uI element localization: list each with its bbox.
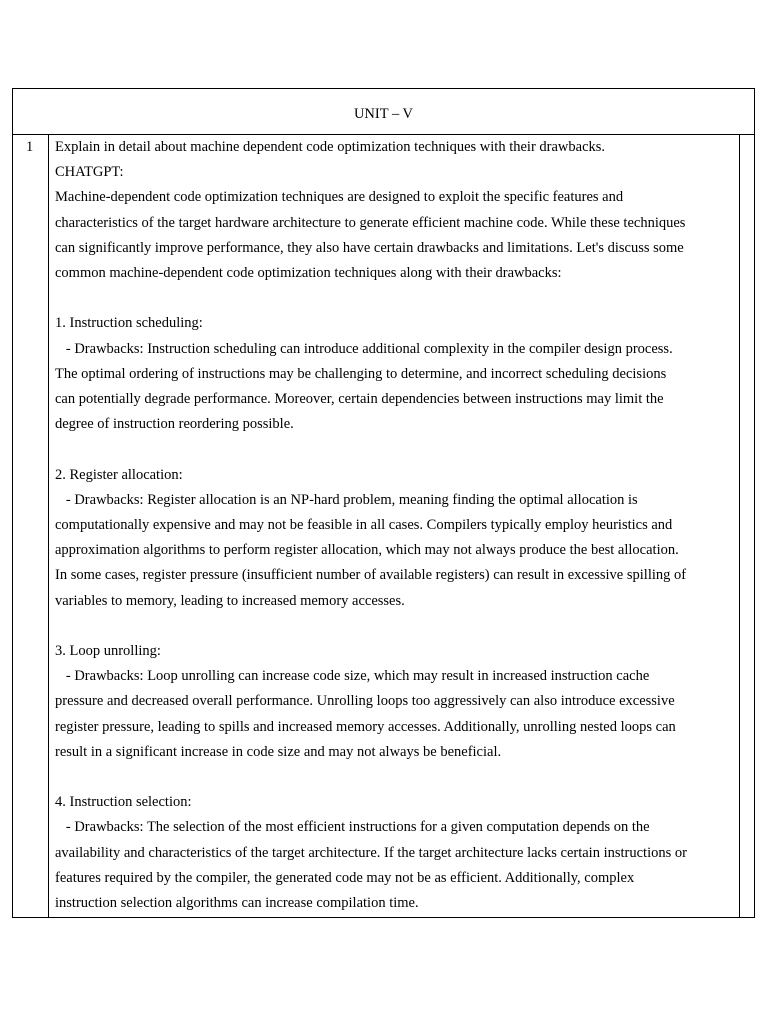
section-line: computationally expensive and may not be feasible in all cases. Compilers typically employ heuristics and [55,517,673,534]
section-line: degree of instruction reordering possible. [55,416,294,433]
section-line: pressure and decreased overall performance. Unrolling loops too aggressively can also introduce excessive [55,693,675,710]
intro-line: Machine-dependent code optimization techniques are designed to exploit the specific features and [55,189,624,206]
question-number: 1 [13,135,49,917]
section-line: result in a significant increase in code size and may not always be beneficial. [55,743,502,760]
intro-line: can significantly improve performance, they also have certain drawbacks and limitations. Let's discuss some [55,239,684,256]
section-line: can potentially degrade performance. Moreover, certain dependencies between instructions may limit the [55,391,664,408]
section-line: - Drawbacks: Register allocation is an NP-hard problem, meaning finding the optimal allocation is [55,491,638,508]
source-label: CHATGPT: [55,164,124,181]
section-line: - Drawbacks: The selection of the most efficient instructions for a given computation depends on the [55,819,650,836]
section-line: availability and characteristics of the target architecture. If the target architecture lacks certain instructions or [55,844,687,861]
question-table [12,88,755,918]
section-line: features required by the compiler, the generated code may not be as efficient. Additionally, complex [55,869,635,886]
section-heading: 4. Instruction selection: [55,794,192,811]
section-line: - Drawbacks: Instruction scheduling can introduce additional complexity in the compiler design process. [55,340,673,357]
section-line: In some cases, register pressure (insufficient number of available registers) can result in excessive spilling of [55,567,687,584]
intro-line: common machine-dependent code optimization techniques along with their drawbacks: [55,265,562,282]
marks-column [739,135,754,917]
section-line: variables to memory, leading to increased memory accesses. [55,592,405,609]
question-prompt: Explain in detail about machine dependent code optimization techniques with their drawbacks. [55,139,606,155]
section-heading: 1. Instruction scheduling: [55,315,203,332]
answer-cell [49,135,741,917]
section-line: register pressure, leading to spills and increased memory accesses. Additionally, unrolling nested loops can [55,718,676,735]
spacer [55,286,737,311]
section-line: - Drawbacks: Loop unrolling can increase code size, which may result in increased instruction cache [55,668,650,685]
section-line: approximation algorithms to perform register allocation, which may not always produce the best allocation. [55,542,679,559]
question-row [13,135,754,917]
section-heading: 3. Loop unrolling: [55,643,161,660]
spacer [55,614,737,639]
section-line: instruction selection algorithms can increase compilation time. [55,895,419,912]
spacer [55,437,737,462]
spacer [55,765,737,790]
intro-line: characteristics of the target hardware architecture to generate efficient machine code. While these techniques [55,214,686,231]
unit-title: UNIT – V [13,89,754,135]
section-heading: 2. Register allocation: [55,466,183,483]
section-line: The optimal ordering of instructions may be challenging to determine, and incorrect scheduling decisions [55,365,667,382]
